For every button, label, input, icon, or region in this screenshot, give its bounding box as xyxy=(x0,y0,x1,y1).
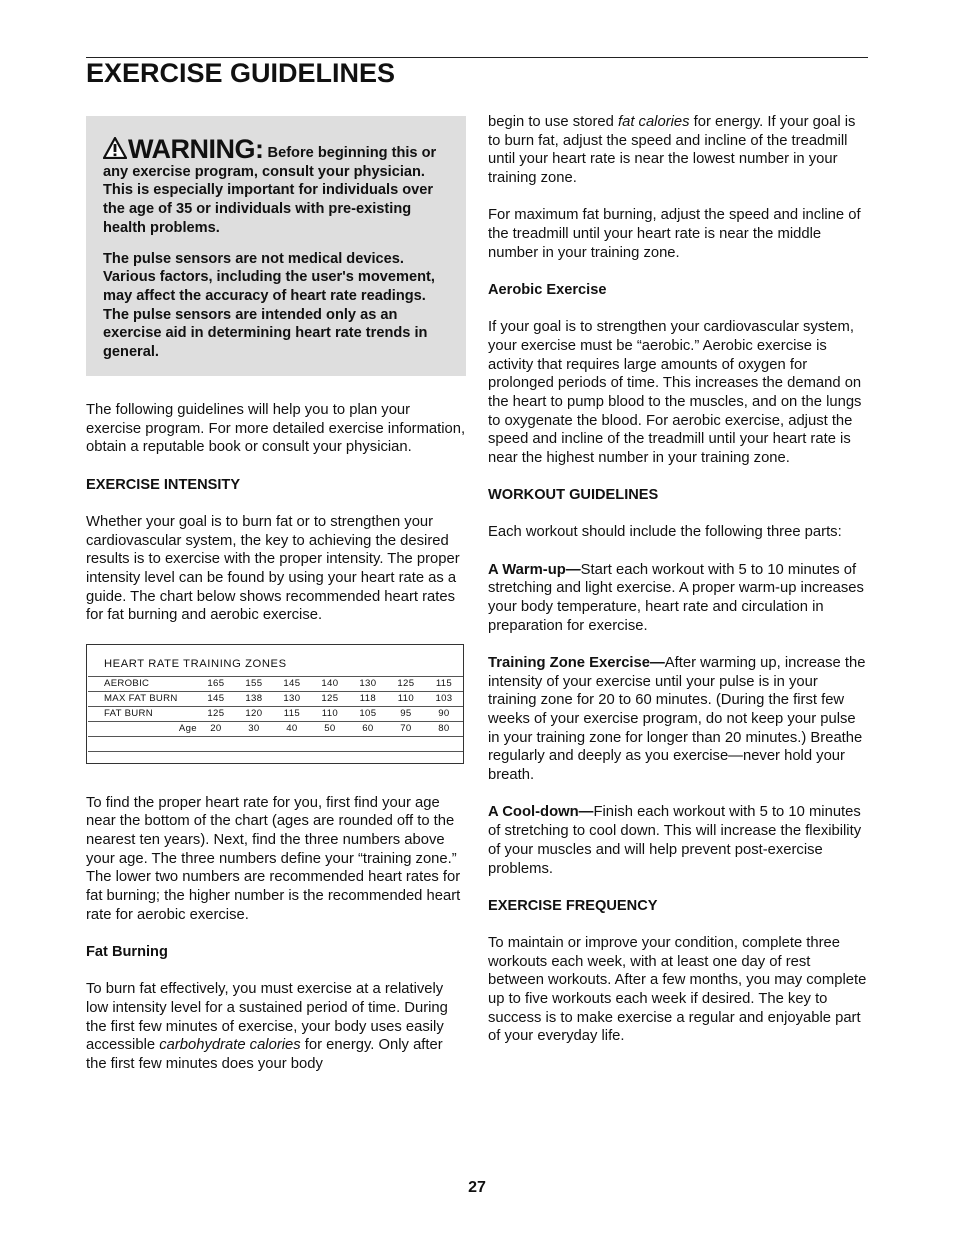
chart-cell: 115 xyxy=(425,676,463,691)
chart-row xyxy=(88,676,463,691)
chart-row xyxy=(88,706,463,721)
chart-cell: 125 xyxy=(387,676,425,691)
chart-cell: 105 xyxy=(349,706,387,721)
chart-age-row xyxy=(88,721,463,736)
chart-age-cell: 60 xyxy=(349,721,387,736)
warning-para-1 xyxy=(103,134,448,238)
exercise-intensity-heading: EXERCISE INTENSITY xyxy=(86,476,241,493)
chart-cell: 165 xyxy=(197,676,235,691)
chart-cell: 120 xyxy=(235,706,273,721)
chart-cell: 138 xyxy=(235,691,273,706)
warning-text-1: Before beginning this or any exercise program, consult your physician. This is especially important for individuals over the age of 35 or individuals with pre-existing health problems. xyxy=(103,145,437,236)
chart-spacer-row xyxy=(88,736,463,751)
workout-guidelines-heading: WORKOUT GUIDELINES xyxy=(488,487,659,504)
warning-triangle-icon xyxy=(103,137,127,159)
fat-cont-text-b: for energy. If your goal is to burn fat, adjust the speed and incline of the treadmill until your heart rate is near the lowest number in your training zone. xyxy=(488,114,856,187)
warning-para-2: The pulse sensors are not medical devices. Various factors, including the user's movement, may affect the accuracy of heart rate readings. The pulse sensors are intended only as an exercise aid in determining heart rate trends in general. xyxy=(103,250,435,361)
chart-title: HEART RATE TRAINING ZONES xyxy=(104,657,287,670)
exercise-intensity-body: Whether your goal is to burn fat or to strengthen your cardiovascular system, the key to achieving the desired results is to exercise with the proper intensity. The proper intensity level can be found by using your heart rate as a guide. The chart below shows recommended heart rates for fat burning and aerobic exercise. xyxy=(86,513,460,624)
max-fat-burning-paragraph: For maximum fat burning, adjust the speed and incline of the treadmill until your heart rate is near the middle number in your training zone. xyxy=(488,207,861,261)
warning-label: WARNING: xyxy=(128,134,264,164)
page-title: EXERCISE GUIDELINES xyxy=(86,58,396,88)
chart-cell: 95 xyxy=(387,706,425,721)
chart-cell: 140 xyxy=(311,676,349,691)
cooldown-body: Finish each workout with 5 to 10 minutes of stretching to cool down. This will increase the flexibility of your muscles and will help prevent post-exercise problems. xyxy=(488,804,862,877)
training-zone-paragraph xyxy=(488,654,870,785)
chart-age-cell: 80 xyxy=(425,721,463,736)
chart-row-label: AEROBIC xyxy=(88,676,197,691)
intro-paragraph: The following guidelines will help you to plan your exercise program. For more detailed exercise information, obtain a reputable book or consult your physician. xyxy=(86,402,466,456)
exercise-frequency-body: To maintain or improve your condition, complete three workouts each week, with at least one day of rest between workouts. After a few months, you may complete up to five workouts each week if desired. The key to success is to make exercise a regular and enjoyable part of your everyday life. xyxy=(488,934,867,1045)
warmup-lead: A Warm-up— xyxy=(488,561,581,578)
chart-row xyxy=(88,691,463,706)
chart-cell: 125 xyxy=(197,706,235,721)
chart-cell: 110 xyxy=(311,706,349,721)
fat-burning-text-a: To burn fat effectively, you must exercise at a relatively low intensity level for a sustained period of time. During the first few minutes of exercise, your body uses easily accessible xyxy=(86,981,448,1054)
chart-cell: 118 xyxy=(349,691,387,706)
workout-intro: Each workout should include the following three parts: xyxy=(488,524,842,541)
chart-age-cell: 30 xyxy=(235,721,273,736)
aerobic-heading: Aerobic Exercise xyxy=(488,281,607,298)
heart-rate-chart xyxy=(86,644,464,764)
chart-age-cell: 20 xyxy=(197,721,235,736)
right-column xyxy=(488,113,870,1065)
chart-cell: 145 xyxy=(197,691,235,706)
chart-spacer-cell xyxy=(88,736,463,751)
chart-cell: 155 xyxy=(235,676,273,691)
chart-cell: 115 xyxy=(273,706,311,721)
chart-age-cell: 40 xyxy=(273,721,311,736)
fat-burning-text-b: for energy. Only after the first few minutes does your body xyxy=(86,1037,443,1072)
chart-cell: 90 xyxy=(425,706,463,721)
chart-cell: 125 xyxy=(311,691,349,706)
chart-row-label: FAT BURN xyxy=(88,706,197,721)
cooldown-lead: A Cool-down— xyxy=(488,804,594,821)
warning-box xyxy=(86,116,466,376)
chart-age-cell: 50 xyxy=(311,721,349,736)
chart-cell: 130 xyxy=(349,676,387,691)
chart-cell: 110 xyxy=(387,691,425,706)
chart-row-label: MAX FAT BURN xyxy=(88,691,197,706)
exercise-frequency-heading: EXERCISE FREQUENCY xyxy=(488,897,658,914)
chart-cell: 145 xyxy=(273,676,311,691)
find-rate-paragraph: To find the proper heart rate for you, first find your age near the bottom of the chart (ages are rounded off to the nearest ten years). Next, find the three numbers above your age. The three numbers define your “training zone.” The lower two numbers are recommended heart rates for fat burning; the higher number is the recommended heart rate for aerobic exercise. xyxy=(86,794,461,923)
fat-cont-text-a: begin to use stored xyxy=(488,114,618,130)
cooldown-paragraph xyxy=(488,803,870,878)
left-column xyxy=(86,116,466,1092)
fat-burning-continued xyxy=(488,113,870,188)
warmup-body: Start each workout with 5 to 10 minutes of stretching and light exercise. A proper warm-up increases your body temperature, heart rate and circulation in preparation for exercise. xyxy=(488,561,864,634)
training-zone-body: After warming up, increase the intensity of your exercise until your pulse is in your training zone for 20 to 60 minutes. (During the first few weeks of your exercise program, do not keep your pulse in your training zone for longer than 20 minutes.) Breathe regularly and deeply as you exercise—never hold your breath. xyxy=(488,654,866,784)
heart-rate-table xyxy=(88,676,463,752)
training-zone-lead: Training Zone Exercise— xyxy=(488,654,665,671)
chart-cell: 130 xyxy=(273,691,311,706)
chart-age-label: Age xyxy=(88,721,197,736)
chart-age-cell: 70 xyxy=(387,721,425,736)
fat-burning-italic: carbohydrate calories xyxy=(159,1037,301,1054)
fat-burning-heading: Fat Burning xyxy=(86,943,168,960)
fat-burning-body xyxy=(86,980,466,1074)
warmup-paragraph xyxy=(488,561,870,636)
aerobic-body: If your goal is to strengthen your cardiovascular system, your exercise must be “aerobic.” Aerobic exercise is activity that requires large amounts of oxygen for prolonged periods of time. This increases the demand on the heart to pump blood to the muscles, and on the lungs to oxygenate the blood. For aerobic exercise, adjust the speed and incline of the treadmill until your heart rate is near the highest number in your training zone. xyxy=(488,319,862,467)
fat-cont-italic: fat calories xyxy=(617,114,690,130)
page-number: 27 xyxy=(468,1179,486,1196)
chart-cell: 103 xyxy=(425,691,463,706)
